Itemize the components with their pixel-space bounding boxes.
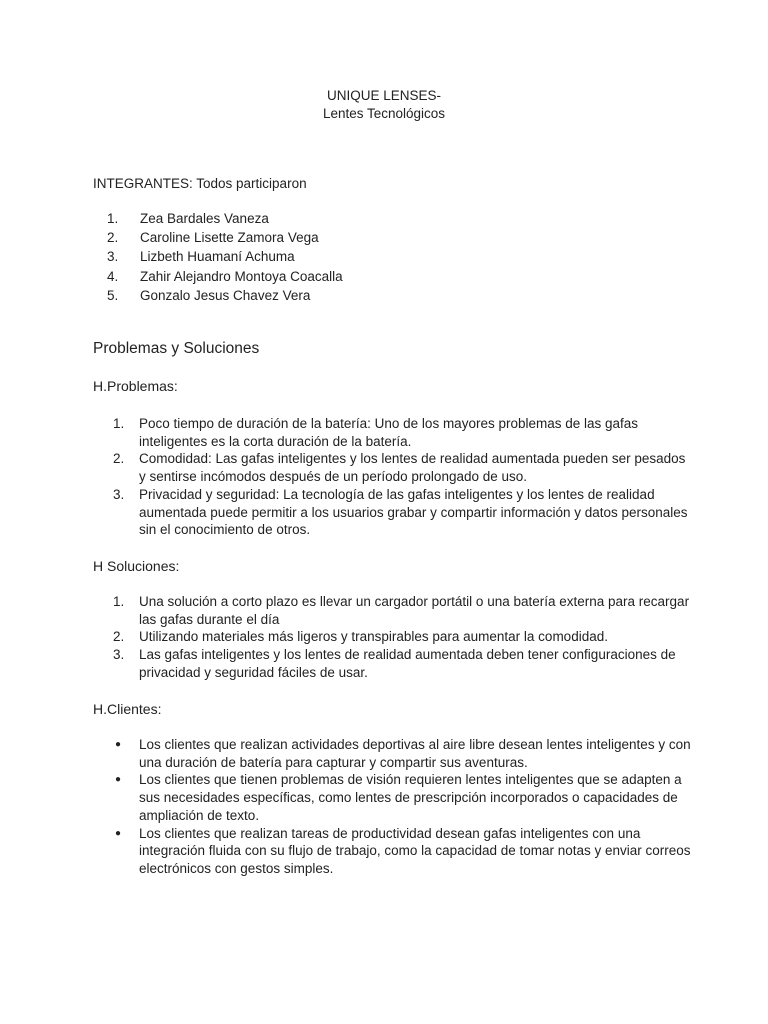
solution-text: Utilizando materiales más ligeros y transpirables para aumentar la comodidad. xyxy=(139,629,608,645)
member-name: Zahir Alejandro Montoya Coacalla xyxy=(140,268,343,284)
list-item xyxy=(93,628,693,646)
list-number: 2. xyxy=(107,230,119,246)
list-item xyxy=(93,593,693,628)
list-number: 3. xyxy=(113,647,125,663)
list-number: 4. xyxy=(107,268,119,284)
member-name: Caroline Lisette Zamora Vega xyxy=(140,230,319,246)
members-list xyxy=(93,209,343,305)
problem-text: Comodidad: Las gafas inteligentes y los lentes de realidad aumentada pueden ser pesados y sentirse incómodos después de un período prolongado de uso. xyxy=(139,451,686,485)
list-item xyxy=(93,736,693,771)
list-number: 3. xyxy=(107,249,119,265)
document-title xyxy=(0,87,768,123)
list-item xyxy=(93,247,343,266)
problems-list xyxy=(93,415,693,539)
title-line-2: Lentes Tecnológicos xyxy=(322,106,446,121)
bullet-icon: ● xyxy=(115,827,122,839)
list-number: 1. xyxy=(113,416,125,431)
client-text: Los clientes que realizan tareas de productividad desean gafas inteligentes con una integración fluida con su flujo de trabajo, como la capacidad de tomar notas y enviar correos electrónicos con gestos simples. xyxy=(139,825,691,876)
solution-text: Las gafas inteligentes y los lentes de realidad aumentada deben tener configuraciones de privacidad y seguridad fáciles de usar. xyxy=(139,647,676,680)
section-title: Problemas y Soluciones xyxy=(93,340,260,357)
members-heading: INTEGRANTES: Todos participaron xyxy=(93,176,307,191)
problem-text: Privacidad y seguridad: La tecnología de las gafas inteligentes y los lentes de realidad aumentada puede permitir a los usuarios grabar y compartir información y datos personales sin el conocimiento de otros. xyxy=(139,486,688,538)
client-text: Los clientes que realizan actividades deportivas al aire libre desean lentes inteligentes y con una duración de batería para capturar y compartir sus aventuras. xyxy=(139,737,691,770)
solutions-list xyxy=(93,593,693,682)
clients-list xyxy=(93,736,693,878)
clients-heading: H.Clientes: xyxy=(93,701,162,717)
list-item xyxy=(93,646,693,681)
list-item xyxy=(93,825,693,878)
member-name: Gonzalo Jesus Chavez Vera xyxy=(140,287,311,303)
list-item xyxy=(93,209,343,228)
solutions-heading: H Soluciones: xyxy=(93,558,180,574)
list-number: 5. xyxy=(107,287,119,303)
client-text: Los clientes que tienen problemas de visión requieren lentes inteligentes que se adapten a sus necesidades específicas, como lentes de prescripción incorporados o capacidades de ampliación de texto. xyxy=(139,772,682,823)
list-item xyxy=(93,486,693,539)
list-number: 3. xyxy=(113,486,125,502)
list-number: 2. xyxy=(113,451,125,467)
problem-text: Poco tiempo de duración de la batería: Uno de los mayores problemas de las gafas inteligentes es la corta duración de la batería. xyxy=(139,416,639,449)
list-item xyxy=(93,267,343,286)
list-item xyxy=(93,771,693,824)
list-number: 1. xyxy=(113,594,125,609)
title-line-1: UNIQUE LENSES- xyxy=(326,88,442,103)
list-item xyxy=(93,415,693,450)
problems-heading: H.Problemas: xyxy=(93,378,178,394)
member-name: Zea Bardales Vaneza xyxy=(140,211,269,226)
bullet-icon: ● xyxy=(115,774,122,786)
list-number: 1. xyxy=(107,211,119,226)
bullet-icon: ● xyxy=(115,739,122,750)
list-item xyxy=(93,286,343,305)
list-item xyxy=(93,228,343,247)
solution-text: Una solución a corto plazo es llevar un cargador portátil o una batería externa para recargar las gafas durante el día xyxy=(139,594,690,627)
list-item xyxy=(93,450,693,485)
list-number: 2. xyxy=(113,629,125,645)
member-name: Lizbeth Huamaní Achuma xyxy=(140,249,295,265)
